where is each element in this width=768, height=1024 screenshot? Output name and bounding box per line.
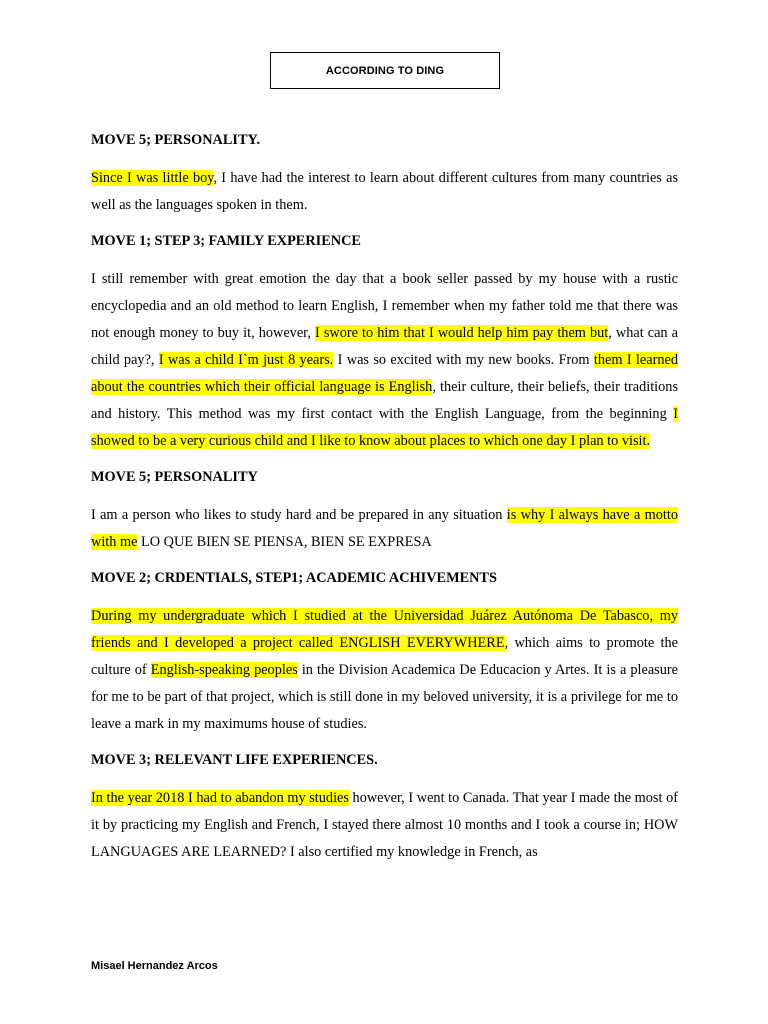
highlighted-text: them I learned about the countries which their official language is English <box>91 352 678 395</box>
body-text: , their culture, their beliefs, their traditions and history. This method was my first contact with the English Language, from the beginning <box>91 379 679 422</box>
section-heading: MOVE 3; RELEVANT LIFE EXPERIENCES. <box>91 752 378 768</box>
section-heading: MOVE 1; STEP 3; FAMILY EXPERIENCE <box>91 233 361 249</box>
highlighted-text: During my undergraduate which I studied at the Universidad Juárez Autónoma De Tabasco, my friends and I developed a project called ENGLISH EVERYWHERE <box>91 608 678 651</box>
section-heading: MOVE 5; PERSONALITY <box>91 469 258 485</box>
footer-author: Misael Hernandez Arcos <box>91 960 218 972</box>
highlighted-text: I swore to him that I would help him pay them but <box>315 325 609 341</box>
body-text: I still remember with great emotion the day that a book seller passed by my house with a rustic encyclopedia and an old method to learn English, I remember when my father told me that there was not enough money to buy it, however, <box>91 271 678 341</box>
body-text: in the Division Academica De Educacion y Artes. It is a pleasure for me to be part of that project, which is still done in my beloved university, it is a privilege for me to leave a mark in my maximums house of studies. <box>91 662 678 732</box>
body-text: I am a person who likes to study hard and be prepared in any situation <box>91 507 507 523</box>
highlighted-text: I showed to be a very curious child and I like to know about places to which one day I plan to visit. <box>91 406 678 449</box>
section-heading: MOVE 2; CRDENTIALS, STEP1; ACADEMIC ACHIVEMENTS <box>91 570 497 586</box>
section-paragraph <box>91 165 678 219</box>
highlighted-text: is why I always have a motto with me <box>91 507 678 550</box>
body-text: , what can a child pay?, <box>91 325 678 368</box>
highlighted-text: English-speaking peoples <box>150 662 298 678</box>
highlighted-text: Since I was little boy <box>91 170 214 186</box>
section-paragraph <box>91 603 678 738</box>
body-text: however, I went to Canada. That year I made the most of it by practicing my English and French, I stayed there almost 10 months and I took a course in; HOW LANGUAGES ARE LEARNED? I also certified my knowledge in French, as <box>91 790 678 860</box>
section-paragraph <box>91 502 678 556</box>
body-text: LO QUE BIEN SE PIENSA, BIEN SE EXPRESA <box>137 534 432 550</box>
document-title: ACCORDING TO DING <box>325 64 445 77</box>
section-paragraph <box>91 266 678 455</box>
body-text: I was so excited with my new books. From <box>333 352 594 368</box>
section-paragraph <box>91 785 678 866</box>
section-heading: MOVE 5; PERSONALITY. <box>91 132 261 148</box>
body-text: , I have had the interest to learn about different cultures from many countries as well as the languages spoken in them. <box>91 170 679 213</box>
highlighted-text: I was a child I`m just 8 years. <box>158 352 334 368</box>
body-text: , which aims to promote the culture of <box>91 635 678 678</box>
title-box <box>270 52 500 89</box>
highlighted-text: In the year 2018 I had to abandon my studies <box>91 790 349 806</box>
document-body <box>91 127 678 866</box>
